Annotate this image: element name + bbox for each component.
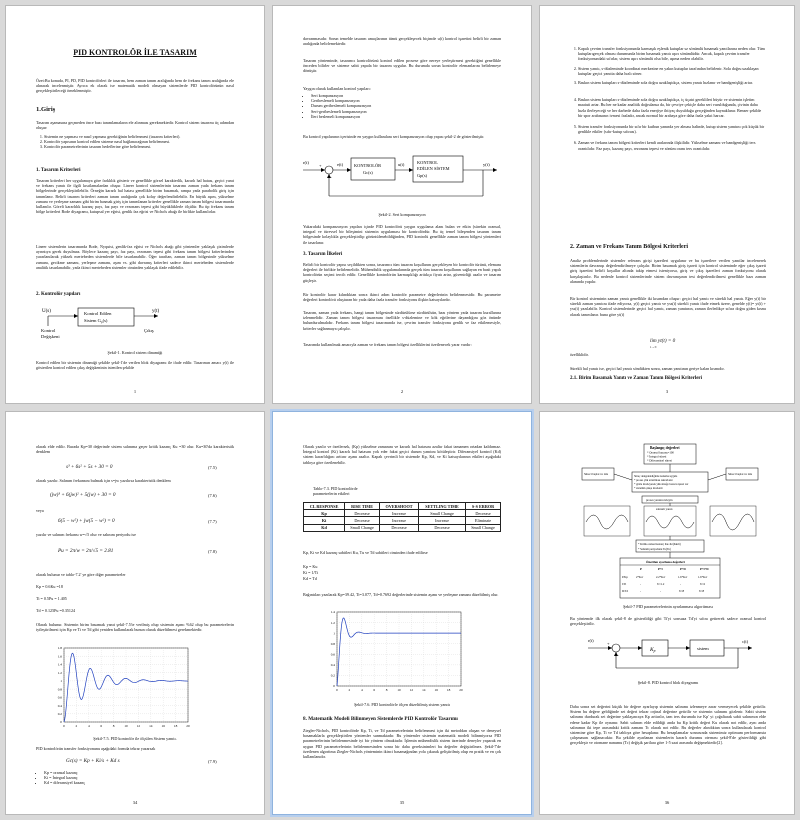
- x-tick-label: 10: [124, 724, 128, 728]
- gain-ki: Ki = 1/Ti: [303, 570, 319, 575]
- table-row: [304, 510, 501, 517]
- list-item: • Kd = diferansiyel kazanç: [44, 780, 234, 785]
- list-item: 1. Kapalı çevrim transfer fonksiyonunda karmaşık eşlenik kutuplar sz sönümlü basamak yanıtlarına neden olur. Tüm kutuplarıgerçek olması durumunda birim basamak yanıtı aşırı sönümlüdür. Ancak, kapalı çevrim transfer fonksiyonundaki sıfırlar, sistem aşırı sönümlü olsa bile, aşıma neden olabilir.: [578, 46, 766, 62]
- page-number: 35: [399, 800, 405, 805]
- list-item: • Seri kompanzasyon: [311, 93, 501, 98]
- tuning-cell: -: [660, 589, 661, 593]
- summing-junction: [612, 644, 620, 652]
- list-item: 2. Kontrolör yapısının kontrol edilen sisteme nasıl bağlanacağının belirlenmesi.: [44, 139, 234, 144]
- table-caption: Tablo-7.3. PID kontrolörde: [313, 486, 358, 491]
- list-item: 1. Sistemin ne yapması ve nasıl yapması gerektiğinin belirlenmesi (tasarım kriterleri).: [44, 134, 234, 139]
- tuning-header: P+D: [680, 567, 686, 571]
- limit-subscript: t→∞: [650, 345, 657, 349]
- initial-value-line: * İntegral süresi: [647, 454, 667, 459]
- x-tick-label: 12: [136, 724, 141, 728]
- equation-7-6: (jw)³ + 6(jw)² + 5(jw) + 30 = 0: [50, 492, 116, 498]
- tuning-cell: 1.6*Kcr: [698, 575, 708, 579]
- step-line: * sistemin çıkışı incelenir: [634, 487, 663, 490]
- table-cell: Ki: [304, 517, 345, 524]
- body-text: Tasarım, zaman yada frekans, hangi tanım bölgesinde sürdürülürse sürdürülsün, bazı yöntem yada tasarım kurallarına izlenmelidir. Zaman tanım bölgesi tasarımını özellikle s-düzlemine ve kök eğrilerine dayandığını göz önünde bulundurulmalıdır. Frekans tanım bölgesi tasarımında ise, çevrim transfer fonksiyonu genlik ve faz etkilemesiyle, kriterler sağlanmaya çalışılır.: [303, 310, 501, 331]
- body-text: olarak yazılır. Salınım frekansını bulmak için s=jw yazılırsa karakteristik denklem: [36, 478, 171, 483]
- y-tick-label: 1.8: [57, 646, 62, 651]
- pid-effects-table: [303, 502, 501, 532]
- table-cell: Increase: [419, 517, 466, 524]
- page-number: 1: [133, 389, 137, 394]
- table-cell: Small Change: [345, 524, 380, 531]
- y-tick-label: 0.4: [57, 703, 62, 708]
- tuning-cell: Tc/1.2: [657, 582, 665, 586]
- table-cell: Kp: [304, 510, 345, 517]
- list-item: 3. Baskın sistem kutupları s-düzleminde sola doğru uzaklaştıkça, sistem yanıtı hızlanır ve bandgenişliği artar.: [578, 80, 766, 85]
- equation-7-9: Gc(s) = Kp + Ki/s + Kd s: [66, 758, 120, 764]
- list-item: • Kp = oransal kazanç: [44, 770, 234, 775]
- figure-7-caption: Şekil-7 PID parametrelerinin ayarlanması algoritması: [623, 604, 713, 609]
- minus-sign: -: [330, 176, 332, 181]
- initial-value-line: * Diferansiyel süresi: [647, 458, 672, 463]
- equation-number: (7.6): [208, 493, 217, 498]
- u-label: u(t): [398, 162, 405, 167]
- e-label: e(t): [337, 162, 344, 167]
- y-tick-label: 1.2: [57, 670, 62, 675]
- start-process-label: Süreci başlat ve izle: [584, 472, 609, 476]
- equation-number: (7.8): [208, 549, 217, 554]
- gain-kp: Kp = Ku: [303, 564, 318, 569]
- step-response-plot-7-6: [319, 608, 469, 698]
- tuning-cell: 1.6*Kcr: [678, 575, 688, 579]
- page-number: 2: [400, 389, 404, 394]
- system-label: sistem: [697, 646, 709, 651]
- list-item: 2. Sistem yanıtı, s-düzleminde koordinat merkezine en yakın kutuplar tarafından belirlenir. Sola doğru uzaklaşan kutuplar geçici yanıtta daha hızlı söner.: [578, 66, 766, 76]
- y-tick-label: 0.2: [57, 711, 62, 716]
- equation-number: (7.7): [208, 519, 217, 524]
- tuning-cell: Tc/2: [700, 582, 706, 586]
- tuning-header: P+I: [658, 567, 663, 571]
- tuning-cell: I/Ti: [622, 582, 627, 586]
- pid-tuning-algorithm-flowchart: [580, 442, 760, 600]
- param-ti: Ti = 0.5Pu = 1.405: [36, 596, 67, 601]
- controller-box: [351, 158, 395, 180]
- response-title: salınım yanıtı: [656, 507, 673, 511]
- input-label: U(s): [42, 309, 51, 314]
- x-tick-label: 0: [336, 688, 338, 692]
- summing-junction: [325, 166, 333, 174]
- left-label-2: Değişkeni: [41, 334, 60, 339]
- y-tick-label: 0.8: [57, 687, 62, 692]
- table-cell: Decrease: [380, 524, 419, 531]
- tuning-cell: -: [640, 582, 641, 586]
- plant-box-sub: p: [100, 320, 103, 324]
- x-tick-label: 4: [360, 688, 363, 692]
- left-label-1: Kontrol: [41, 328, 56, 333]
- x-tick-label: 8: [385, 688, 388, 692]
- x-tick-label: 12: [409, 688, 414, 692]
- document-page-3[interactable]: [540, 6, 794, 403]
- criteria-heading: 1. Tasarım Kriterleri: [36, 168, 81, 173]
- start-process-label-right: Süreci başlat ve izle: [728, 472, 753, 476]
- table-header: S-S ERROR: [466, 503, 501, 510]
- tuning-cell: D/Td: [622, 589, 629, 593]
- body-text: davranmasıdır. Sorun temelde tasarım amaçlarının tümü gerçekleşecek biçimde u(t) kontrol işaretini belirli bir zaman aralığında belirlemektedir.: [303, 36, 501, 47]
- equation-7-7: 6(5 − w²) + jw(5 − w²) = 0: [58, 518, 115, 524]
- x-tick-label: 6: [373, 688, 376, 692]
- x-tick-label: 8: [112, 724, 115, 728]
- y-tick-label: 1.4: [57, 662, 62, 667]
- figure-1-caption: Şekil-1. Kontrol sistem dinamiği: [107, 350, 163, 355]
- param-td: Td = 0.125Pu =0.35124: [36, 608, 76, 613]
- table-cell: Increase: [380, 517, 419, 524]
- section-heading: 3. Tasarım İlkeleri: [303, 252, 343, 257]
- x-tick-label: 2: [348, 688, 351, 692]
- x-tick-label: 14: [149, 724, 153, 728]
- tuning-header: P: [640, 567, 642, 571]
- step-line: * proses yük artırılması tekrarlanır: [634, 479, 673, 482]
- list-item: • Seri-geribeslemeli kompanzasyon: [311, 109, 501, 114]
- plant-line3: Gp(s): [417, 173, 427, 178]
- step-line: Süreç dengelendiğinde kademe uygula: [634, 475, 678, 478]
- intro-text: Tasarım aşamasına geçmeden önce bazı tanımlamaların ele alınması gerekmektedir. Kontrol sistem tasarımı üç adımdan oluşur:: [36, 120, 234, 131]
- plant-block-diagram: [40, 304, 170, 346]
- controller-line2: Gc(s): [363, 170, 373, 175]
- list-item: 4. Baskın sistem kutupları s-düzleminde sola doğru uzaklaştıkça, iç üçatıt gereklileri büyür ve sistemin işletim maaiuti artar. Bu her ne kadar analitik doğrulansa da, bir çevriye çekiçle daha sert vurulduğunda, çivinin daha hızla ilerleyeceği ve her darbede daha fazla enerjiye ihtiyaç duyulduğu gerçeğinden kaynaklanır. Benzer şekilde bir spor arabasının ivmesi fazladır, ancak normal bir arabaya göre daha fazla yakıt harcar.: [578, 97, 766, 118]
- y-label: y(t): [483, 162, 490, 167]
- table-cell: Eliminate: [466, 517, 501, 524]
- figure-7-6-caption: Şekil-7.6. PID kontrolörle ölçen düzeltilmiş sistem yanıtı: [354, 702, 450, 707]
- formula-line: * Kritik oransal kazanç Ku=Kc(Kkrit): [638, 543, 681, 546]
- body-text: Sürekli hal yanıtı ise, geçici hal yanıtı söndükten sonra, zaman yanıtının geriye kalan kısmıdır.: [570, 366, 725, 371]
- subsection-heading: 2.1. Birim Basamak Yanıtı ve Zaman Tanım Bölgesi Kriterleri: [570, 376, 703, 381]
- body-text: Analiz problemlerinde sistemler referans girişi işaretleri uygulanır ve bu işaretlere verilen yanıtlar incelenerek sistemlerin davranışı değerlendirilmeye çalışılır. Birim basamak giriş işareti için kontrol sisteminde eğer çıkış işareti giriş işaretini belirli koşullar altında takip etmesi isteniyorsa, giriş ve çıkış işaretleri zaman fonksiyonu olarak karşılaştırılır. Bu nedenle kontrol sistemlerinde sistem davranışının test değerlendirilmesi genellikle bazı zaman alanında yapılır.: [570, 258, 766, 284]
- tuning-cell: -: [680, 582, 681, 586]
- tuning-cell: P/Kp: [622, 575, 628, 579]
- document-page-5[interactable]: [273, 412, 531, 814]
- list-item: • Durum geribeslemeli kompanzasyon: [311, 103, 501, 108]
- body-text: PID kontrolörün transfer fonksiyonunu aşağıdaki formda tekrar yazarsak: [36, 746, 156, 751]
- x-tick-label: 18: [446, 688, 451, 692]
- controller-line1: KONTROLÖR: [354, 163, 382, 168]
- figure-8-caption: Şekil-8. PID kontrol blok diyagramı: [637, 680, 699, 685]
- table-cell: Small Change: [466, 524, 501, 531]
- y-tick-label: 0.4: [330, 663, 335, 668]
- table-cell: Decrease: [419, 524, 466, 531]
- tuning-cell: 2*Kcr: [636, 575, 644, 579]
- controller-heading: 2. Kontrolör yapıları: [36, 292, 81, 297]
- plant-box-tail: (s): [102, 318, 108, 323]
- kp-label: K: [650, 647, 654, 653]
- list-item: 5. Sistem transfer fonksiyonunda bir sıfır bir kutbun yanında yer alması halinde, kutup sistem yanıtını çok küçük bir genlikle etkiler (sıfır-kutup sıfırası).: [578, 124, 766, 134]
- step-line: * gözle inceleyerek yük süreğe bozucu işaret ver: [634, 483, 689, 486]
- table-cell: Decrease: [466, 510, 501, 517]
- body-text: Bu kontrol yapılarının içerisinde en yaygın kullanılanı seri kompanzasyon olup yapısı şekil-2 de gösterilmiştir.: [303, 134, 485, 139]
- table-header: SETTLING TIME: [419, 503, 466, 510]
- body-text: Tasarım yönteminde, tasarımcı kontrolörünü kontrol edilen prosese göre nereye yerleştirmesi gerektiğini genellikle önceden bilirler ve sisteme sabit yapıda bir tasarım uygular. Bu durumda sorun kontrolör elemanlarını belirlemeye dönüşür.: [303, 58, 501, 74]
- body-text: Belirli bir kontrolör yapısı seçildikten sonra, tasarımcı tüm tasarım koşullarını gerçekleyen bir kontrolör türünü, elemanı değerleri ile birlikte belirlemelidir. Mühendislik uygulamalarında gerçek tüm tasarım koşullarını sağlayan en basit yapılı kontrolörün seçimi tercih edilir. Genellikle kontrolörün karmaşıklığı arttıkça fiyatı artar, güvenirliği azalır ve tasarım güçleşir.: [303, 262, 501, 283]
- plus-sign: +: [319, 163, 322, 168]
- gain-kd: Kd = Td: [303, 576, 317, 581]
- properties-list: [570, 46, 766, 151]
- x-tick-label: 4: [87, 724, 90, 728]
- tuning-cell: -: [640, 589, 641, 593]
- x-tick-label: 16: [434, 688, 438, 692]
- y-tick-label: 1.4: [330, 610, 335, 615]
- step-response-plot-7-5: [46, 644, 196, 734]
- body-text: olarak elde edilir. Burada Kp=30 değerinde sistem salınıma geçer kritik kazanç Ku =30 olur. Ku=30'da karakteristik denklem: [36, 444, 234, 455]
- plant-box-line2: Sistem G: [84, 318, 101, 323]
- table-header: CL RESPONSE: [304, 503, 345, 510]
- document-page-2[interactable]: [273, 6, 531, 403]
- x-tick-label: 16: [161, 724, 165, 728]
- tuning-table-title: Önerilen ayarlama değerleri: [646, 560, 685, 564]
- plant-box-line1: Kontrol Edilen: [84, 311, 112, 316]
- criteria-text-2: Lineer sistemlerin tasarımında Bode, Nyquist, genlik-faz eğrisi ve Nichols abağı gibi yöntemler yaklaşık çizimlerde ayrıntıya gerek duyulmaz. Böylece kazanç payı, faz payı, rezonans tepesi gibi frekans tanım bölgesi kriterlerinden yararlanılarak yüksek mertebeden sistemlerde bile tasarlanabilir. Öğer taraftan, zaman tanım bölgesinde yükselme zamanı, gecikme zamanı, yerleşme zamanı, aşım vs. gibi davranış kriterleri sadece ikinci mertebeden sistemlerde analitik tasarlanabilir, yada ikinci mertebeden sistemler cinsinden yaklaşık ifade edilebilir.: [36, 244, 234, 270]
- plus-sign: +: [607, 641, 610, 646]
- document-page-4[interactable]: [6, 412, 264, 814]
- list-item: • Ki = İntegral kazanç: [44, 775, 234, 780]
- y-tick-label: 0: [333, 684, 335, 689]
- table-header: RISE TIME: [345, 503, 380, 510]
- limit-equation: lim yt(t) = 0: [650, 338, 676, 344]
- formula-line: * Salınım periyodunu Tu(Tu): [638, 548, 671, 551]
- table-cell: Increase: [380, 510, 419, 517]
- equation-7-8: Pu = 2π/w = 2π/√5 = 2.81: [58, 548, 114, 554]
- tuning-cell: Tc/8: [699, 589, 705, 593]
- section-heading: 2. Zaman ve Frekans Tanım Bölgesi Kriterleri: [570, 244, 689, 250]
- table-header: OVERSHOOT: [380, 503, 419, 510]
- body-text: Bağıntıları yazılarak Kp=39.42, Ti=3.077, Td=0.7692 değerlerinde sistemin aşımı ve yerleşme zamanı düzeltilmiş olur.: [303, 592, 499, 597]
- list-intro: Yaygın olarak kullanılan kontrol yapıları:: [303, 86, 371, 91]
- y-tick-label: 1: [333, 631, 335, 636]
- plant-line2: EDİLEN SİSTEM: [417, 166, 450, 171]
- table-row: [304, 517, 501, 524]
- table-cell: Decrease: [345, 510, 380, 517]
- initial-value-line: * Oransal kazanç=100: [647, 450, 674, 455]
- tuning-cell: Tc/8: [679, 589, 685, 593]
- x-tick-label: 6: [100, 724, 103, 728]
- closing-text: Kontrol edilen bir sistemin dinamiği şekilde şekil-1'de verilen blok diyagramı ile ifade edilir. Tasarımın amacı y(t) ile gösterilen kontrol edilen çıkış değişkeninin istenilen şekilde: [36, 360, 234, 371]
- y-tick-label: 1.6: [57, 654, 62, 659]
- y-tick-label: 0.6: [57, 695, 62, 700]
- output-label: y(t): [152, 309, 160, 314]
- abstract: Özet:Bu konuda, PI, PD, PID kontrolörleri ile tasarım, hem zaman tanım aralığında hem de frekans tanım aralığında ele alınarak incelenmiştir. Ayrıca ek olarak ise matematik modeli olmayan sistemlerde PID kontrolörünün nasıl gerçekleştirileceği örneklenmiştir.: [36, 78, 234, 94]
- table-header-row: [304, 503, 501, 510]
- section-heading: 8. Matematik Modeli Bilinmeyen Sistemlerde PID Kontrolör Tasarımı: [303, 716, 458, 722]
- x-tick-label: 20: [186, 724, 190, 728]
- list-item: 3. Kontrolör parametrelerinin tasarım hedeflerine göre belirlenmesi.: [44, 144, 234, 149]
- y-tick-label: 0.2: [330, 673, 335, 678]
- intro-heading: 1.Giriş: [36, 106, 56, 113]
- equation-7-5: s³ + 6s² + 5s + 30 = 0: [66, 464, 113, 470]
- x-tick-label: 18: [173, 724, 178, 728]
- equation-number: (7.5): [208, 465, 217, 470]
- list-item: • İleri beslemeli kompanzasyon: [311, 114, 501, 119]
- minus-sign: -: [617, 654, 619, 659]
- x-tick-label: 20: [459, 688, 463, 692]
- y-tick-label: 0.8: [330, 641, 335, 646]
- page-number: 36: [664, 800, 670, 805]
- body-text: Bu yöntemde ilk olarak şekil-8 de gösterildiği gibi Ti'yi sonsuza Td'yi sıfıra getirerek sadece oransal kontrol gerçekleştirilir.: [570, 616, 766, 627]
- body-text: Bir kontrolör karar kılındıktan sonra ikinci adım kontrolör parametre değerlerinin belirlenmesidir. Bu parametre değerleri kontrolörü oluşturan bir yada daha fazla transfer fonksiyonu ilişkin katsayılardır.: [303, 292, 501, 303]
- r-label: r(t): [303, 160, 309, 165]
- design-steps-list: [36, 134, 234, 150]
- list-item: • Geribeslemeli kompanzasyon: [311, 98, 501, 103]
- body-text: Daha sonra set değerini küçük bir değere ayarlayıp sistemin salınımı izlenmeye zarar vermeyecek şekilde getirilir. Sistem bu değere geldiğinde set değeri tekrar orjinal değerine getirilir ve sistemin salınımı gözlenir. Sabit sistem salınımı durdurak set değerine yaklaşıncaya Kp arttırılır, tam ters durumda ise Kp' yi çoğaltarak sabit salınımın elde edene kadar Kp ile oynanır. Sabit salınım elde edildiği anda bu Kp kritik değeri Ku olarak not edilir, aynı anda salınımın iki tepe arasındaki kritik zamanı Tc olarak not edilir. Bu değerler alındıktan sonra kullanılacak kontrol sistemine göre Kp, Ti ve Td tabloya göre hesaplanır. Bu hesaplamalar sonrasında sistemimiz optimum performansta çalışmasını sağlanacaktır. Bu şekilde ayarlanan sistemlerin kararlı durumu oternası şekil-8'de gösterildiği gibi gerçekleşir ve otomane nanumu (Tc) değişik şartlara göre 1-5 saat arasında değişmektedir[2].: [570, 704, 766, 746]
- tuning-header: P+I+D: [700, 567, 709, 571]
- y-tick-label: 0: [60, 720, 62, 725]
- c-label: c(t): [742, 639, 749, 644]
- structure-list: [303, 93, 501, 119]
- body-text: özelliklidir.: [570, 352, 589, 357]
- kp-subscript: p: [653, 649, 656, 654]
- body-text: Kp, Ki ve Kd kazanç sabitleri Ku, Tu ve Td sabitleri cinsinden ifade edilirse: [303, 550, 428, 555]
- figure-7-5-caption: Şekil-7.5. PID kontrolör ile ölçülen Sistem yanıtı.: [93, 736, 177, 741]
- page-number: 34: [132, 800, 138, 805]
- y-tick-label: 0.6: [330, 652, 335, 657]
- y-tick-label: 1: [60, 679, 62, 684]
- series-compensation-diagram: [301, 150, 503, 210]
- tuning-cell: 2.2*Kcr: [656, 575, 666, 579]
- table-cell: Small Change: [419, 510, 466, 517]
- criteria-text: Tasarım kriterleri her uygulamaya göre farklılık gösterir ve genellikle görsel karakterlik, kararlı hal hatası, geçici yanıt ve frekans yanıtı ile ilgili kısıtlamalardan oluşur. Lineer kontrol sistemlerinin tasarımı zaman yada frekans tanım bölgelerinde gerçekleştirilebilir. Örneğin kararlı hal hatası genellikle birim basamak, rampa yada parabolik giriş için tanımlanır. Belirli tasarım kriterleri zaman tanım aralığında çok kolay değerlendirilebilir. En büyük aşım, yükselme zamanı ve yerleşme zamanı gibi birim basmak giriş için tanımlanan kriterler genellikle zaman tanım bölgesi tasarımında kullanılır. Göreli kararlılık kazanç payı, faz payı ve rezonans tepesi gibi büyüklüklerle ölçülür. Bu tip frekans tanım bölge kriterleri Bode diyagramı, kutupsal yer eğrisi, genlik faz eğrisi ve Nichols abağı ile birlikte kullanılırlar.: [36, 178, 234, 215]
- body-text: veya: [36, 508, 44, 513]
- gain-list: [36, 770, 234, 786]
- table-row: [304, 524, 501, 531]
- body-text: Ziegler-Nichols, PID kontrolörde Kp, Ti, ve Td parametrelerinin belirlenmesi için iki metoddan oluşan ve deneysel basamaklarla gerçekleştirilen yöntemler sunmaktadır. Bu yöntemler sistemin matematik modeli bilinmiyorsa PID parametrelerinin belirlenmesinde iyi bir yöntem olmaktadır. İşlemin mühendislik sistem üzerinde deneyler yaparak en uygun PID parametrelerinin belirlenmesinden sonra bir daha gereksinimleri bu değerler değiştirilmez. Şekil-7'de özetlenen algoritma Ziegler-Nichols yönteminin ikinci basamağından yola çıkarak geliştirilmiş olup en pratik ve en çok kullanılanıdır.: [303, 728, 501, 760]
- figure-2-caption: Şekil-2. Seri kompanzasyon: [378, 212, 426, 217]
- document-title: PID KONTROLÖR İLE TASARIM: [73, 48, 197, 57]
- kp-box: [642, 640, 668, 656]
- equation-number: (7.9): [208, 759, 217, 764]
- x-tick-label: 0: [63, 724, 65, 728]
- body-text: Bir kontrol sisteminin zaman yanıtı genellikle iki kısımdan oluşur: geçici hal yanıtı ve sürekli hal yanıtı. Eğer y(t) bir sürekli zaman yanıtını ifade ediyorsa, y(t) geçici yanıtı ve yss(t) sürekli yanıtı ifade etmek üzere, genelde y(t)= yt(t) + yss(t) yazılabilir. Kontrol sistemlerinde geçici hal yanıtı, zaman yanıtının, zaman ilerledikçe sıfıra doğru giden kısmı olarak tanımlanır. buna göre yt(t): [570, 296, 766, 317]
- r-label: r(t): [588, 638, 594, 643]
- initial-values-title: Başlangıç değerleri: [650, 446, 680, 450]
- table-cell: Kd: [304, 524, 345, 531]
- x-tick-label: 10: [397, 688, 401, 692]
- body-text: yazılır ve salınım frekansı w=√5 olur ve salınım periyodu ise: [36, 532, 136, 537]
- list-item: 6. Zaman ve frekans tanım bölgesi kriterleri kendi aralarında ilişkilidir. Yükselme zamanı ve bandgenişliği ters orantılıdır. Faz payı, kazanç payı, rezonans tepesi ve sönüm oranı ters orantılıdır.: [578, 140, 766, 150]
- body-text: Olarak yazılır ve özetlersek, (Kp) yükselme zamanını ve kararlı hal hatasını azaltır fakat tamamen ortadan kaldırmaz. İntegral kontrol (Ki) kararlı hal hatasını yok eder fakat geçici durum yanıtını kötüleştirir. Diferansiyel kontrol (Kd) sistem kararlılığını arttırır aşımı azaltır. Kapalı çevrimli bir sistemde Kp, Kd, ve Ki katsayılarının etkileri aşağıdaki tabloya göre özetlenebilir.: [303, 444, 501, 465]
- table-cell: Decrease: [345, 517, 380, 524]
- y-tick-label: 1.2: [330, 620, 335, 625]
- body-text: olarak bulunur ve tablo-7.2' ye göre diğer parametreler: [36, 572, 126, 577]
- document-page-6[interactable]: [540, 412, 794, 814]
- table-caption: parametrelerin etkileri: [313, 491, 350, 496]
- observe-label: proses yanıtını izleyin: [646, 498, 673, 502]
- x-tick-label: 14: [422, 688, 426, 692]
- plant-line1: KONTROL: [417, 160, 438, 165]
- body-text: Olarak bulunur. Sistemin birim basamak yanıt şekil-7.5'te verilmiş olup sistemin aşımı %62 olup bu parametrelerin iyileştirilmesi için Kp ve Ti ve Td gibi yeniden kullanılarak bunun olarak düzeltilmesi gerekmektedir.: [36, 622, 234, 633]
- param-kp: Kp = 0.6Ku =18: [36, 584, 63, 589]
- x-tick-label: 2: [75, 724, 78, 728]
- proportional-control-block-diagram: [586, 632, 756, 676]
- page-number: 3: [665, 389, 669, 394]
- body-text: Tasarımda kullanılmak amacıyla zaman ve frekans tanım bölgesi özelliklerini özetlenecek yarar vardır:: [303, 342, 472, 347]
- body-text: Yukarıdaki kompanzasyon yapıları içinde PID kontrolörü yaygın uygulama alanı bulan ve etkin (sürekin oransal, integral ve türevsel bir bileşimini sistemin uygulaması bir kontrolördür. Bu üç temel bileşenden tasarım tanım bölgesinde kolaylıkla gerçekleştirilip görüntülenebildiğinden, PID kontrolü genellikle zaman tanım bölgesi yöntemleri ile tasarlanır.: [303, 224, 501, 245]
- right-label: Çıkış: [144, 328, 154, 333]
- document-page-1[interactable]: [6, 6, 264, 403]
